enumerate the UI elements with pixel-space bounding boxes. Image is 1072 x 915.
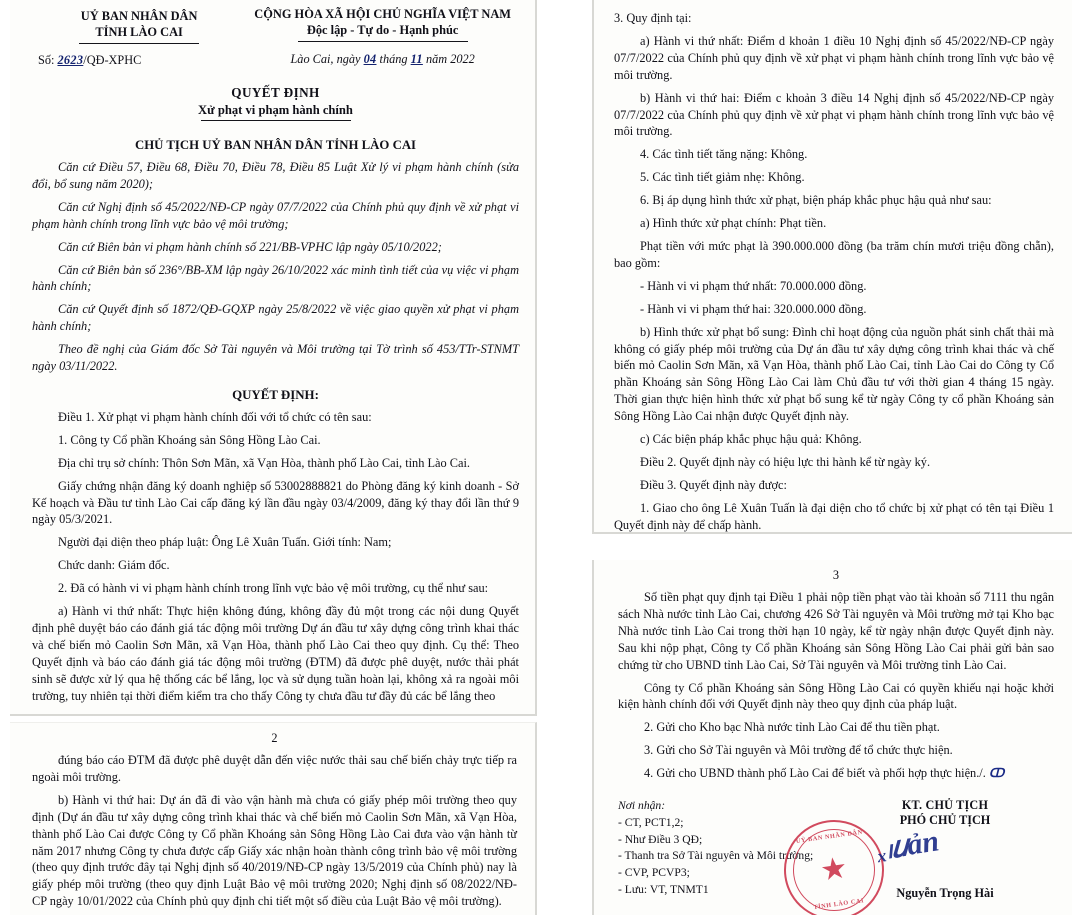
violation-first-continued: đúng báo cáo ĐTM đã được phê duyệt dẫn đến việc nước thải sau chế biến chảy trực tiếp ra ngoài môi trường. [32, 753, 517, 784]
page1-header [32, 6, 519, 68]
article-3-item-4 [618, 765, 1054, 782]
document-page-2 [10, 722, 537, 915]
authority-underline [79, 43, 199, 44]
document-page-4 [592, 560, 1072, 915]
article-1-item-2: 2. Đã có hành vi vi phạm hành chính trong lĩnh vực bảo vệ môi trường, cụ thể như sau: [58, 581, 489, 596]
main-penalty-form: a) Hình thức xử phạt chính: Phạt tiền. [640, 216, 827, 231]
article-1-item-1: 1. Công ty Cổ phần Khoáng sản Sông Hồng Lào Cai. [58, 432, 321, 447]
authority-line-1: UỶ BAN NHÂN DÂN [80, 9, 198, 23]
recipient-item: - Như Điều 3 QĐ; [618, 832, 703, 846]
fine-first-violation: - Hành vi vi phạm thứ nhất: 70.000.000 đồng. [640, 278, 867, 293]
article-3-item-3: 3. Gửi cho Sở Tài nguyên và Môi trường để tổ chức thực hiện. [644, 743, 953, 758]
penalty-heading: 6. Bị áp dụng hình thức xử phạt, biện pháp khắc phục hậu quả như sau: [640, 193, 992, 208]
legal-basis-4: Căn cứ Biên bản số 236°/BB-XM lập ngày 26/10/2022 xác minh tình tiết của vụ việc vi phạm hành chính; [32, 262, 519, 294]
remedial-measures: c) Các biện pháp khắc phục hậu quả: Không. [640, 432, 862, 447]
fine-amount: Phạt tiền với mức phạt là 390.000.000 đồng (ba trăm chín mươi triệu đồng chẵn), bao gồm: [614, 238, 1054, 270]
seal-bottom-text: TỈNH LÀO CAI [813, 897, 865, 912]
title-underline [201, 120, 351, 121]
recipient-item: - Lưu: VT, TNMT1 [618, 883, 709, 897]
article-3-item-4-text: 4. Gửi cho UBND thành phố Lào Cai để biết và phối hợp thực hiện./. [644, 766, 986, 781]
fine-second-violation: - Hành vi vi phạm thứ hai: 320.000.000 đồng. [640, 301, 867, 316]
page-margin-left-lower [0, 716, 537, 722]
aggravating-circumstances: 4. Các tình tiết tăng nặng: Không. [640, 147, 808, 162]
additional-penalty: b) Hình thức xử phạt bổ sung: Đình chỉ hoạt động của nguồn phát sinh chất thải mà không có giấy phép môi trường của Dự án đầu tư xây dựng công trình khai thác và chế biến mỏ Caolin Sơn Mãn, xã Vạn Hòa, thành phố Lào Cai, tỉnh Lào Cai do Công ty Cổ phần Khoáng sản Sông Hồng Lào Cai làm Chủ đầu tư với thời gian 4 tháng 15 ngày. Thời gian thực hiện hình thức xử phạt bổ sung kể từ ngày Công ty cổ phần Khoáng sản Sông Hồng Lào Cai nhận được Quyết định này. [614, 324, 1054, 424]
recipient-item: - CT, PCT1,2; [618, 815, 684, 829]
section-3-heading: 3. Quy định tại: [614, 11, 692, 25]
document-title-block [32, 85, 519, 121]
article-1-heading: Điều 1. Xử phạt vi phạm hành chính đối với tổ chức có tên sau: [58, 409, 372, 424]
national-underline [298, 41, 468, 42]
authority-line-2: TỈNH LÀO CAI [95, 25, 183, 40]
recipient-item: - Thanh tra Sở Tài nguyên và Môi trường; [618, 849, 814, 863]
national-line-1: CỘNG HÒA XÃ HỘI CHỦ NGHĨA VIỆT NAM [254, 7, 511, 21]
signer-name: Nguyễn Trọng Hài [896, 886, 994, 901]
article-2: Điều 2. Quyết định này có hiệu lực thi hành kể từ ngày ký. [640, 454, 931, 469]
signer-role-line-1: KT. CHỦ TỊCH [901, 798, 989, 813]
document-number-line [32, 52, 246, 68]
article-3-item-2: 2. Gửi cho Kho bạc Nhà nước tỉnh Lào Cai để thu tiền phạt. [644, 720, 940, 735]
place-prefix: Lào Cai, ngày [290, 51, 361, 66]
so-number: 2623 [57, 52, 84, 67]
violation-second: b) Hành vi thứ hai: Dự án đã đi vào vận hành mà chưa có giấy phép môi trường theo quy định (Dự án đầu tư xây dựng công trình khai thác và chế biến mỏ Caolin Sơn Mãn, xã Vạn Hòa, thành phố Lào Cai được Công ty Cổ phần Khoáng sản Sông Hồng Lào Cai đưa vào vận hành từ năm 2017 nhưng Công ty chưa được cấp Giấy xác nhận hoàn thành công trình bảo vệ môi trường (theo quy định trước đây tại Nghị định số 40/2019/NĐ-CP ngày 13/5/2019 của Chính phủ) nay là giấy phép môi trường (theo quy định Luật Bảo vệ môi trường 2020; Nghị định số 08/2022/NĐ-CP ngày 10/01/2022 của Chính phủ quy định chi tiết một số điều của Luật Bảo vệ môi trường). [32, 792, 517, 909]
date-month: 11 [410, 51, 423, 66]
regulation-second: b) Hành vi thứ hai: Điểm c khoản 3 điều 14 Nghị định số 45/2022/NĐ-CP ngày 07/7/2022 của Chính phủ quy định về xử phạt vi phạm hành chính trong lĩnh vực bảo vệ môi trường. [614, 90, 1054, 139]
national-heading-block [246, 6, 519, 68]
month-label: tháng [379, 51, 408, 66]
business-registration: Giấy chứng nhận đăng ký doanh nghiệp số 53002888821 do Phòng đăng ký kinh doanh - Sở Kế hoạch và Đầu tư tỉnh Lào Cai cấp đăng ký lần đầu ngày 03/4/2009, đăng ký thay đổi lần thứ 9 ngày 05/3/2021. [32, 478, 519, 527]
page-subtitle: Xử phạt vi phạm hành chính [198, 102, 353, 117]
issuing-officer-title: CHỦ TỊCH UỶ BAN NHÂN DÂN TỈNH LÀO CAI [134, 137, 417, 152]
article-3-heading: Điều 3. Quyết định này được: [640, 477, 787, 492]
so-label: Số: [38, 52, 55, 67]
article-3-item-1: 1. Giao cho ông Lê Xuân Tuấn là đại diện cho tổ chức bị xử phạt có tên tại Điều 1 Quyết định này để chấp hành. [614, 500, 1054, 532]
page-gutter-vertical [537, 0, 592, 915]
representative-position: Chức danh: Giám đốc. [58, 558, 170, 573]
page-title: QUYẾT ĐỊNH [231, 84, 320, 100]
legal-basis-5: Căn cứ Quyết định số 1872/QĐ-GQXP ngày 25/8/2022 về việc giao quyền xử phạt vi phạm hành chính; [32, 302, 519, 334]
document-page-1 [10, 0, 537, 716]
payment-instructions: Số tiền phạt quy định tại Điều 1 phải nộp tiền phạt vào tài khoản số 7111 thu ngân sách Nhà nước tỉnh Lào Cai, chương 426 Sở Tài nguyên và Môi trường mở tại Kho bạc Nhà nước tỉnh Lào Cai trong thời hạn 10 ngày, kể từ ngày nhận được Quyết định này. Sau khi nộp phạt, Công ty Cổ phần Khoáng sản Sông Hồng Lào Cai phải gửi bản sao chứng từ cho UBND tỉnh Lào Cai, Sở Tài nguyên và Môi trường tỉnh Lào Cai. [618, 590, 1054, 672]
appeal-rights: Công ty Cổ phần Khoáng sản Sông Hồng Lào Cai có quyền khiếu nại hoặc khởi kiện hành chính đối với Quyết định này theo quy định của pháp luật. [618, 680, 1054, 712]
seal-top-text: UỶ BAN NHÂN DÂN [795, 828, 864, 846]
signer-block [795, 798, 1054, 912]
decision-keyword: QUYẾT ĐỊNH: [232, 387, 319, 402]
page-2-number: 2 [271, 731, 278, 745]
legal-basis-3: Căn cứ Biên bản vi phạm hành chính số 221/BB-VPHC lập ngày 05/10/2022; [58, 239, 442, 254]
document-page-3 [592, 0, 1072, 534]
legal-basis-2: Căn cứ Nghị định số 45/2022/NĐ-CP ngày 07/7/2022 của Chính phủ quy định về xử phạt vi phạm hành chính trong lĩnh vực bảo vệ môi trường; [32, 199, 519, 231]
page-3-number: 3 [832, 568, 840, 582]
national-line-2: Độc lập - Tự do - Hạnh phúc [306, 23, 459, 38]
issuing-authority-block [32, 6, 246, 68]
ink-initial-mark: ↀ [988, 766, 1005, 781]
seal-star-icon: ★ [818, 851, 850, 888]
signature-block [618, 798, 1054, 912]
signer-role-line-2: PHÓ CHỦ TỊCH [899, 813, 991, 828]
legal-basis-6: Theo đề nghị của Giám đốc Sở Tài nguyên và Môi trường tại Tờ trình số 453/TTr-STNMT ngày 03/11/2022. [32, 342, 519, 374]
so-suffix: /QĐ-XPHC [83, 52, 142, 67]
page-gutter-horizontal [592, 534, 1072, 560]
date-year: năm 2022 [425, 51, 475, 66]
regulation-first: a) Hành vi thứ nhất: Điểm d khoản 1 điều 10 Nghị định số 45/2022/NĐ-CP ngày 07/7/2022 của Chính phủ quy định về xử phạt vi phạm hành chính trong lĩnh vực bảo vệ môi trường. [614, 33, 1054, 82]
legal-representative: Người đại diện theo pháp luật: Ông Lê Xuân Tuấn. Giới tính: Nam; [58, 535, 392, 550]
recipients-title: Nơi nhận: [618, 799, 666, 813]
date-day: 04 [363, 51, 377, 66]
handwritten-signature: ₓₗ𝑢ản [873, 824, 942, 867]
violation-first: a) Hành vi thứ nhất: Thực hiện không đúng, không đầy đủ một trong các nội dung Quyết định phê duyệt báo cáo đánh giá tác động môi trường Dự án đầu tư xây dựng công trình khai thác và chế biến mỏ Caolin Sơn Mãn, xã Vạn Hòa, thành phố Lào Cai theo quy định. Cụ thể: Theo Quyết định và báo cáo đánh giá tác động môi trường (ĐTM) đã được phê duyệt, nước thải phát sinh sẽ được xử lý qua hệ thống các bể lắng, lọc và sử dụng tuần hoàn lại, không xả ra ngoài môi trường, tuy nhiên tại thời điểm kiểm tra cho thấy Công ty chưa đầu tư đầy đủ các bể lắng theo [32, 604, 519, 703]
recipient-item: - CVP, PCVP3; [618, 866, 690, 880]
place-date-line [246, 51, 519, 67]
mitigating-circumstances: 5. Các tình tiết giảm nhẹ: Không. [640, 170, 805, 185]
legal-basis-1: Căn cứ Điều 57, Điều 68, Điều 70, Điều 78, Điều 85 Luật Xử lý vi phạm hành chính (sửa đổi, bổ sung năm 2020); [32, 159, 519, 191]
page-margin-left [0, 0, 10, 915]
company-address: Địa chỉ trụ sở chính: Thôn Sơn Mãn, xã Vạn Hòa, thành phố Lào Cai, tỉnh Lào Cai. [58, 455, 470, 470]
